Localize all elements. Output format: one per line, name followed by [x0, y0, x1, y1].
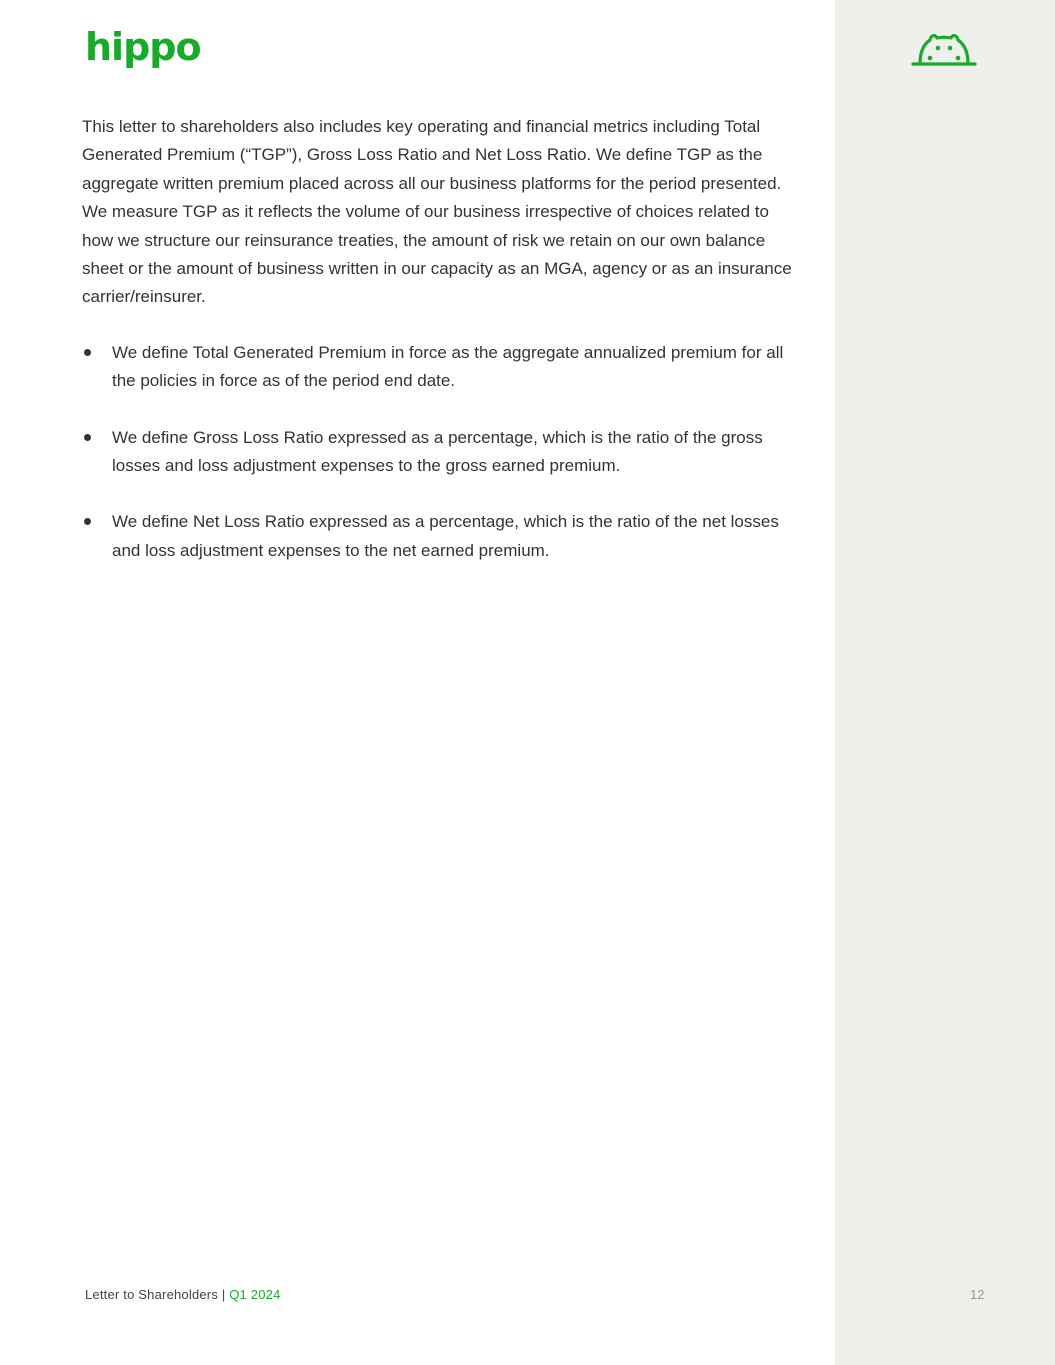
footer-label: [85, 1287, 281, 1302]
main-content: [82, 113, 792, 593]
hippo-face-icon: [910, 30, 978, 68]
list-item: [82, 424, 792, 481]
bullet-icon: [84, 518, 91, 525]
hippo-logo: hippo: [85, 25, 201, 69]
list-item-text: We define Gross Loss Ratio expressed as a percentage, which is the ratio of the gross losses and loss adjustment expenses to the gross earned premium.: [112, 427, 763, 476]
intro-paragraph: This letter to shareholders also includes key operating and financial metrics including Total Generated Premium (“TGP”), Gross Loss Ratio and Net Loss Ratio. We define TGP as the aggregate written premium placed across all our business platforms for the period presented. We measure TGP as it reflects the volume of our business irrespective of choices related to how we structure our reinsurance treaties, the amount of risk we retain on our own balance sheet or the amount of business written in our capacity as an MGA, agency or as an insurance carrier/reinsurer.: [82, 117, 792, 307]
definitions-list: [82, 339, 792, 565]
page-number: 12: [970, 1287, 985, 1302]
right-sidebar-panel: [835, 0, 1055, 1365]
footer-period: Q1 2024: [229, 1287, 281, 1302]
bullet-icon: [84, 349, 91, 356]
list-item-text: We define Net Loss Ratio expressed as a percentage, which is the ratio of the net losses and loss adjustment expenses to the net earned premium.: [112, 512, 779, 560]
bullet-icon: [84, 434, 91, 441]
footer-document-label: Letter to Shareholders |: [85, 1287, 230, 1302]
list-item: [82, 339, 792, 396]
list-item-text: We define Total Generated Premium in force as the aggregate annualized premium for all the policies in force as of the period end date.: [112, 342, 784, 391]
list-item: [82, 508, 792, 565]
